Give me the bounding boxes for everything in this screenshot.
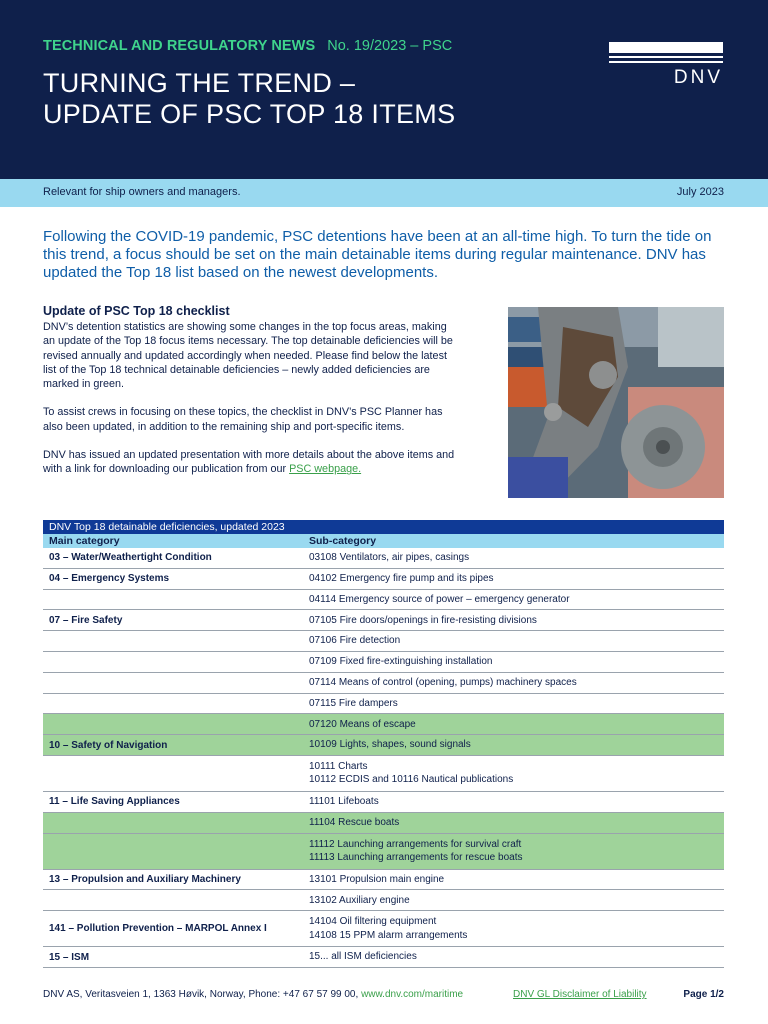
table-row	[43, 631, 724, 652]
main-category-cell: 11 – Life Saving Appliances	[49, 796, 180, 808]
sub-category-cell	[303, 813, 724, 833]
main-category-cell	[43, 652, 303, 672]
dnv-logo	[609, 42, 723, 89]
sub-category-cell	[303, 756, 724, 791]
table-row	[43, 569, 724, 590]
main-category-cell: 04 – Emergency Systems	[49, 573, 170, 585]
website-link[interactable]: www.dnv.com/maritime	[361, 989, 464, 1000]
sub-category-item: 07115 Fire dampers	[309, 697, 398, 709]
section-title: Update of PSC Top 18 checklist	[43, 304, 230, 318]
table-row	[43, 735, 724, 756]
publication-date: July 2023	[676, 186, 724, 198]
table-row	[43, 652, 724, 673]
sub-category-cell	[303, 735, 724, 755]
sub-category-item: 13101 Propulsion main engine	[309, 873, 445, 885]
logo-line	[609, 56, 723, 58]
col-main-category: Main category	[49, 535, 120, 547]
sub-category-item: 13102 Auxiliary engine	[309, 894, 410, 906]
disclaimer-link[interactable]: DNV GL Disclaimer of Liability	[513, 989, 647, 1000]
main-category-cell: 10 – Safety of Navigation	[49, 739, 168, 751]
sub-category-item: 03108 Ventilators, air pipes, casings	[309, 552, 470, 564]
main-category-cell	[43, 694, 303, 714]
table-row	[43, 813, 724, 834]
col-sub-category: Sub-category	[309, 535, 377, 547]
sub-category-item: 14108 15 PPM alarm arrangements	[309, 929, 468, 941]
main-category-cell	[43, 834, 303, 869]
table-row	[43, 890, 724, 911]
body-paragraph-3-text: DNV has issued an updated presentation with more details about the above items and with a link for downloading our publication from our	[43, 449, 455, 476]
table-row	[43, 673, 724, 694]
sub-category-cell	[303, 673, 724, 693]
sub-category-cell	[303, 911, 724, 946]
table-row	[43, 870, 724, 891]
section-body	[43, 320, 461, 491]
main-category-cell: 07 – Fire Safety	[49, 614, 123, 626]
address-text: DNV AS, Veritasveien 1, 1363 Høvik, Norway, Phone: +47 67 57 99 00,	[43, 989, 362, 1000]
title-line-2: UPDATE OF PSC TOP 18 ITEMS	[43, 99, 456, 129]
main-category-cell	[43, 673, 303, 693]
ship-equipment-photo	[508, 307, 724, 498]
logo-line	[609, 61, 723, 63]
body-paragraph-1: DNV’s detention statistics are showing some changes in the top focus areas, making an update of the Top 18 focus items necessary. The top detainable deficiencies will be revised annually and updated accordingly when needed. Please find below the latest list of the Top 18 technical detainable deficiencies – newly added deficiencies are marked in green.	[43, 321, 453, 391]
sub-category-cell	[303, 569, 724, 589]
header-banner	[0, 0, 768, 179]
sub-category-item: 15... all ISM deficiencies	[309, 951, 417, 963]
logo-wordmark: DNV	[673, 67, 723, 88]
sub-category-cell	[303, 834, 724, 869]
info-band	[0, 179, 768, 207]
table-row	[43, 792, 724, 813]
sub-category-item: 10111 Charts	[309, 760, 368, 772]
sub-category-cell	[303, 590, 724, 610]
sub-category-cell	[303, 890, 724, 910]
table-header	[43, 534, 724, 548]
sub-category-cell	[303, 610, 724, 630]
main-category-cell	[43, 590, 303, 610]
sub-category-item: 04102 Emergency fire pump and its pipes	[309, 572, 494, 584]
deficiencies-table	[43, 520, 724, 968]
intro-paragraph: Following the COVID-19 pandemic, PSC detentions have been at an all-time high. To turn the tide on this trend, a focus should be set on the main detainable items during regular maintenance. DNV has updated the Top 18 list based on the newest developments.	[43, 228, 712, 281]
sub-category-cell	[303, 548, 724, 568]
main-category-cell	[43, 813, 303, 833]
table-caption: DNV Top 18 detainable deficiencies, updated 2023	[43, 520, 724, 534]
sub-category-item: 11104 Rescue boats	[309, 816, 400, 828]
main-category-cell	[43, 890, 303, 910]
table-row	[43, 590, 724, 611]
sub-category-item: 10109 Lights, shapes, sound signals	[309, 739, 471, 751]
sub-category-item: 14104 Oil filtering equipment	[309, 916, 437, 928]
table-row	[43, 911, 724, 947]
table-row	[43, 947, 724, 968]
sub-category-item: 11112 Launching arrangements for survival craft	[309, 838, 522, 850]
sub-category-cell	[303, 652, 724, 672]
sub-category-item: 11113 Launching arrangements for rescue boats	[309, 852, 523, 864]
main-category-cell: 03 – Water/Weathertight Condition	[49, 552, 212, 564]
table-row	[43, 714, 724, 735]
logo-bar	[609, 42, 723, 53]
relevance-text: Relevant for ship owners and managers.	[43, 186, 241, 198]
sub-category-item: 07114 Means of control (opening, pumps) machinery spaces	[309, 676, 577, 688]
main-category-cell	[43, 714, 303, 734]
sub-category-cell	[303, 631, 724, 651]
kicker	[43, 38, 452, 54]
table-row	[43, 694, 724, 715]
kicker-category: TECHNICAL AND REGULATORY NEWS	[43, 38, 316, 54]
main-category-cell: 13 – Propulsion and Auxiliary Machinery	[49, 873, 241, 885]
sub-category-cell	[303, 792, 724, 812]
page-title	[43, 68, 455, 130]
sub-category-item: 11101 Lifeboats	[309, 796, 379, 808]
sub-category-item: 07106 Fire detection	[309, 635, 401, 647]
main-category-cell	[43, 631, 303, 651]
title-line-1: TURNING THE TREND –	[43, 68, 356, 98]
psc-webpage-link[interactable]: PSC webpage.	[289, 463, 362, 476]
page-number: Page 1/2	[683, 989, 724, 1000]
kicker-issue: No. 19/2023 – PSC	[327, 38, 453, 54]
table-body	[43, 548, 724, 968]
body-paragraph-3	[43, 448, 461, 477]
sub-category-cell	[303, 714, 724, 734]
table-row	[43, 756, 724, 792]
sub-category-item: 07109 Fixed fire-extinguishing installation	[309, 656, 493, 668]
footer-address	[43, 989, 463, 1000]
photo-illustration	[508, 307, 724, 498]
sub-category-item: 07105 Fire doors/openings in fire-resisting divisions	[309, 614, 537, 626]
sub-category-cell	[303, 947, 724, 967]
sub-category-item: 10112 ECDIS and 10116 Nautical publications	[309, 774, 514, 786]
sub-category-item: 04114 Emergency source of power – emergency generator	[309, 593, 570, 605]
table-row	[43, 610, 724, 631]
table-row	[43, 548, 724, 569]
sub-category-item: 07120 Means of escape	[309, 718, 416, 730]
body-paragraph-2: To assist crews in focusing on these topics, the checklist in DNV’s PSC Planner has also been updated, in addition to the remaining ship and port-specific items.	[43, 406, 443, 433]
table-row	[43, 834, 724, 870]
sub-category-cell	[303, 694, 724, 714]
main-category-cell: 15 – ISM	[49, 951, 90, 963]
main-category-cell: 141 – Pollution Prevention – MARPOL Annex I	[49, 923, 267, 935]
sub-category-cell	[303, 870, 724, 890]
main-category-cell	[43, 756, 303, 791]
